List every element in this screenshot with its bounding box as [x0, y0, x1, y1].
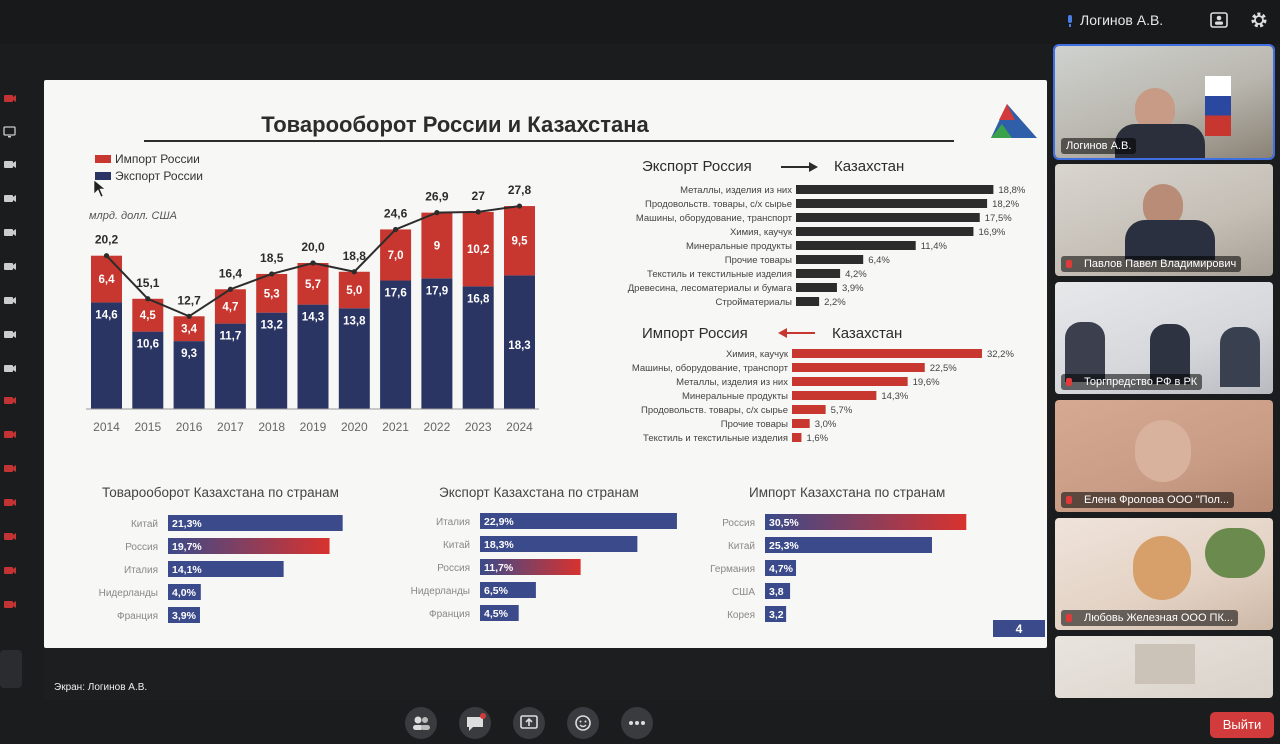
country-value-label: 3,9% — [172, 610, 196, 622]
total-value-label: 20,0 — [301, 240, 325, 254]
ru-import-bar-chart — [632, 349, 1015, 444]
country-value-label: 21,3% — [172, 518, 202, 530]
share-screen-icon — [513, 707, 545, 739]
bar — [792, 391, 876, 400]
category-label: Химия, каучук — [729, 227, 792, 238]
exit-button[interactable]: Выйти — [1210, 712, 1274, 738]
camera-off-icon — [3, 564, 17, 576]
country-label: Россия — [722, 518, 755, 529]
country-value-label: 3,8 — [769, 586, 784, 598]
category-label: Продовольств. товары, с/х сырье — [645, 199, 792, 210]
country-value-label: 11,7% — [484, 562, 514, 574]
country-value-label: 4,5% — [484, 608, 508, 620]
kz-export-bar-chart — [411, 513, 677, 621]
layout-icon[interactable] — [1208, 9, 1230, 31]
participant-name: Логинов А.В. — [1061, 138, 1136, 154]
more-icon — [621, 707, 653, 739]
trend-point — [352, 269, 357, 274]
participants-button[interactable] — [405, 707, 437, 739]
import-value-label: 5,0 — [346, 285, 363, 298]
participant-video — [1125, 220, 1215, 260]
participant-tile[interactable] — [1055, 636, 1273, 698]
country-label: Нидерланды — [410, 586, 470, 597]
value-label: 18,2% — [992, 199, 1020, 210]
category-label: Продовольств. товары, с/х сырье — [641, 405, 788, 416]
country-label: США — [731, 587, 755, 598]
export-value-label: 16,8 — [467, 293, 490, 306]
logo-icon — [991, 104, 1037, 138]
camera-icon — [3, 226, 17, 238]
total-value-label: 27,8 — [507, 183, 532, 198]
export-value-label: 14,3 — [301, 311, 325, 324]
export-value-label: 14,6 — [95, 309, 118, 322]
screen-icon — [3, 126, 17, 138]
value-label: 19,6% — [912, 377, 940, 388]
year-tick-label: 2020 — [340, 420, 368, 434]
export-title-right: Казахстан — [834, 158, 905, 175]
trend-point — [434, 210, 439, 215]
export-bar — [380, 281, 411, 409]
participant-video — [1133, 536, 1191, 600]
bar — [792, 363, 925, 372]
import-title-right: Казахстан — [832, 325, 903, 342]
ru-export-bar-chart — [628, 185, 1026, 308]
import-value-label: 9,5 — [511, 235, 528, 248]
value-label: 18,8% — [998, 185, 1026, 196]
value-label: 1,6% — [806, 433, 829, 444]
country-value-label: 30,5% — [769, 517, 799, 529]
legend-import-swatch — [95, 155, 111, 163]
bar — [792, 419, 810, 428]
flag-icon — [1205, 76, 1231, 136]
camera-off-icon — [3, 394, 17, 406]
chat-icon — [459, 707, 491, 739]
participant-video — [1065, 322, 1105, 382]
bar — [796, 213, 980, 222]
country-label: Италия — [435, 517, 470, 528]
category-label: Машины, оборудование, транспорт — [631, 363, 788, 374]
unit-label: млрд. долл. США — [89, 210, 177, 222]
bar — [796, 255, 863, 264]
import-value-label: 7,0 — [387, 249, 404, 262]
trend-point — [476, 209, 481, 214]
import-value-label: 5,7 — [305, 278, 321, 291]
kz-trade-bar-chart — [99, 515, 343, 623]
total-value-label: 18,8 — [342, 248, 366, 263]
total-value-label: 15,1 — [136, 275, 160, 290]
year-tick-label: 2017 — [217, 420, 244, 434]
reactions-button[interactable] — [567, 707, 599, 739]
camera-off-icon — [3, 428, 17, 440]
camera-off-icon — [3, 462, 17, 474]
bar — [796, 227, 973, 236]
kz-export-title: Экспорт Казахстана по странам — [439, 485, 639, 500]
total-value-label: 27 — [471, 188, 485, 203]
participant-video — [1220, 327, 1260, 387]
export-bar — [421, 278, 452, 409]
chat-button[interactable] — [459, 707, 491, 739]
scroll-handle[interactable] — [0, 650, 22, 688]
value-label: 17,5% — [984, 213, 1012, 224]
value-label: 3,0% — [814, 419, 837, 430]
participant-tile[interactable] — [1055, 46, 1273, 158]
category-label: Стройматериалы — [715, 297, 792, 308]
value-label: 32,2% — [986, 349, 1014, 360]
import-value-label: 4,5 — [139, 310, 156, 323]
export-title-left: Экспорт Россия — [642, 158, 752, 175]
trend-point — [269, 271, 274, 276]
country-label: Россия — [437, 563, 470, 574]
reactions-icon — [567, 707, 599, 739]
value-label: 5,7% — [830, 405, 853, 416]
camera-icon — [3, 192, 17, 204]
category-label: Прочие товары — [724, 255, 792, 266]
legend-export-swatch — [95, 172, 111, 180]
kz-import-title: Импорт Казахстана по странам — [749, 485, 946, 500]
gear-icon[interactable] — [1248, 9, 1270, 31]
participant-name: Любовь Железная ООО ПК... — [1061, 610, 1238, 626]
year-tick-label: 2018 — [258, 420, 286, 434]
total-value-label: 24,6 — [383, 206, 408, 221]
camera-icon — [3, 328, 17, 340]
export-value-label: 18,3 — [508, 340, 531, 352]
export-value-label: 13,8 — [343, 315, 366, 328]
export-value-label: 17,9 — [425, 285, 449, 298]
export-value-label: 17,6 — [384, 287, 407, 300]
country-label: Франция — [429, 609, 470, 620]
export-value-label: 13,2 — [260, 319, 283, 332]
year-tick-label: 2016 — [175, 420, 203, 434]
category-label: Машины, оборудование, транспорт — [635, 213, 792, 224]
slide-title: Товарооборот России и Казахстана — [261, 112, 649, 137]
bar — [796, 185, 993, 194]
country-value-label: 6,5% — [484, 585, 508, 597]
category-label: Металлы, изделия из них — [680, 185, 792, 196]
country-label: Германия — [710, 564, 755, 575]
participant-tile[interactable] — [1055, 282, 1273, 394]
export-value-label: 9,3 — [181, 348, 198, 361]
category-label: Химия, каучук — [725, 349, 788, 360]
kz-import-bar-chart — [710, 514, 966, 622]
camera-icon — [3, 158, 17, 170]
category-label: Древесина, лесоматериалы и бумага — [627, 283, 792, 294]
bar — [796, 241, 916, 250]
participant-tile[interactable] — [1055, 164, 1273, 276]
country-label: Китай — [442, 540, 470, 551]
legend-import-label: Импорт России — [115, 152, 200, 166]
participant-video — [1205, 528, 1265, 578]
country-value-label: 4,0% — [172, 587, 196, 599]
country-value-label: 14,1% — [172, 564, 202, 576]
import-value-label: 9 — [433, 240, 441, 253]
import-value-label: 10,2 — [467, 244, 490, 257]
total-value-label: 20,2 — [94, 232, 119, 247]
total-value-label: 18,5 — [260, 250, 284, 265]
country-label: Корея — [727, 610, 755, 621]
microphone-icon — [1066, 15, 1074, 27]
country-label: Китай — [727, 541, 755, 552]
category-label: Минеральные продукты — [685, 241, 792, 252]
country-label: Нидерланды — [98, 588, 158, 599]
value-label: 2,2% — [824, 297, 846, 308]
arrow-right-icon — [781, 162, 818, 172]
camera-icon — [3, 294, 17, 306]
export-value-label: 10,6 — [136, 338, 159, 351]
value-label: 6,4% — [868, 255, 890, 266]
bar — [796, 199, 987, 208]
trend-point — [393, 227, 398, 232]
trend-point — [517, 203, 522, 208]
country-value-label: 19,7% — [172, 541, 202, 553]
import-title-left: Импорт Россия — [642, 325, 748, 342]
total-value-label: 16,4 — [218, 266, 243, 281]
year-tick-label: 2024 — [506, 420, 533, 434]
value-label: 3,9% — [841, 283, 864, 294]
country-value-label: 3,2 — [769, 609, 784, 621]
camera-icon — [3, 362, 17, 374]
import-value-label: 6,4 — [98, 274, 115, 287]
camera-off-icon — [3, 496, 17, 508]
bar — [792, 405, 826, 414]
trend-point — [145, 296, 150, 301]
country-label: Россия — [125, 542, 158, 553]
participant-name: Торгпредство РФ в РК — [1061, 374, 1202, 390]
trend-point — [104, 253, 109, 258]
camera-off-icon — [3, 92, 17, 104]
camera-icon — [3, 260, 17, 272]
bar — [792, 377, 908, 386]
country-label: Италия — [123, 565, 158, 576]
more-button[interactable] — [621, 707, 653, 739]
import-value-label: 5,3 — [263, 288, 280, 301]
country-label: Франция — [117, 611, 158, 622]
bar — [796, 283, 837, 292]
year-tick-label: 2014 — [93, 420, 120, 434]
year-tick-label: 2023 — [464, 420, 492, 434]
import-value-label: 3,4 — [181, 323, 198, 336]
camera-off-icon — [3, 598, 17, 610]
total-value-label: 12,7 — [177, 293, 201, 308]
category-label: Минеральные продукты — [681, 391, 788, 402]
arrow-left-icon — [778, 328, 815, 338]
year-tick-label: 2019 — [299, 420, 327, 434]
total-value-label: 26,9 — [425, 189, 449, 204]
participant-tile[interactable] — [1055, 400, 1273, 512]
participant-video — [1135, 644, 1195, 684]
kz-trade-title: Товарооборот Казахстана по странам — [102, 485, 339, 500]
country-label: Китай — [130, 519, 158, 530]
country-value-label: 4,7% — [769, 563, 793, 575]
export-value-label: 11,7 — [219, 330, 242, 343]
category-label: Текстиль и текстильные изделия — [647, 269, 792, 280]
participant-tile[interactable] — [1055, 518, 1273, 630]
import-value-label: 4,7 — [222, 301, 239, 314]
host-name: Логинов А.В. — [1080, 12, 1164, 28]
share-screen-button[interactable] — [513, 707, 545, 739]
participant-name: Елена Фролова ООО "Пол... — [1061, 492, 1234, 508]
camera-off-icon — [3, 530, 17, 542]
country-value-label: 25,3% — [769, 540, 799, 552]
value-label: 16,9% — [978, 227, 1006, 238]
year-tick-label: 2022 — [423, 420, 451, 434]
category-label: Прочие товары — [720, 419, 788, 430]
participant-name: Павлов Павел Владимирович — [1061, 256, 1241, 272]
category-label: Текстиль и текстильные изделия — [643, 433, 788, 444]
country-value-label: 18,3% — [484, 539, 514, 551]
value-label: 22,5% — [929, 363, 957, 374]
legend-export-label: Экспорт России — [115, 169, 203, 183]
presentation-slide — [44, 80, 1047, 648]
value-label: 14,3% — [881, 391, 909, 402]
bar — [796, 297, 819, 306]
trend-point — [228, 287, 233, 292]
value-label: 11,4% — [920, 241, 947, 252]
category-label: Металлы, изделия из них — [676, 377, 788, 388]
slide-canvas — [44, 80, 1047, 648]
bar — [792, 349, 982, 358]
country-value-label: 22,9% — [484, 516, 514, 528]
page-number: 4 — [1015, 622, 1023, 636]
top-bar — [0, 0, 1280, 44]
participants-icon — [405, 707, 437, 739]
year-tick-label: 2015 — [134, 420, 162, 434]
cursor-icon — [94, 180, 105, 197]
trend-point — [187, 314, 192, 319]
left-strip — [0, 60, 28, 700]
participant-video — [1135, 420, 1191, 482]
bar — [796, 269, 840, 278]
bar — [792, 433, 801, 442]
value-label: 4,2% — [845, 269, 867, 280]
year-tick-label: 2021 — [382, 420, 409, 434]
screen-share-label: Экран: Логинов А.В. — [54, 682, 148, 693]
trend-point — [310, 260, 315, 265]
